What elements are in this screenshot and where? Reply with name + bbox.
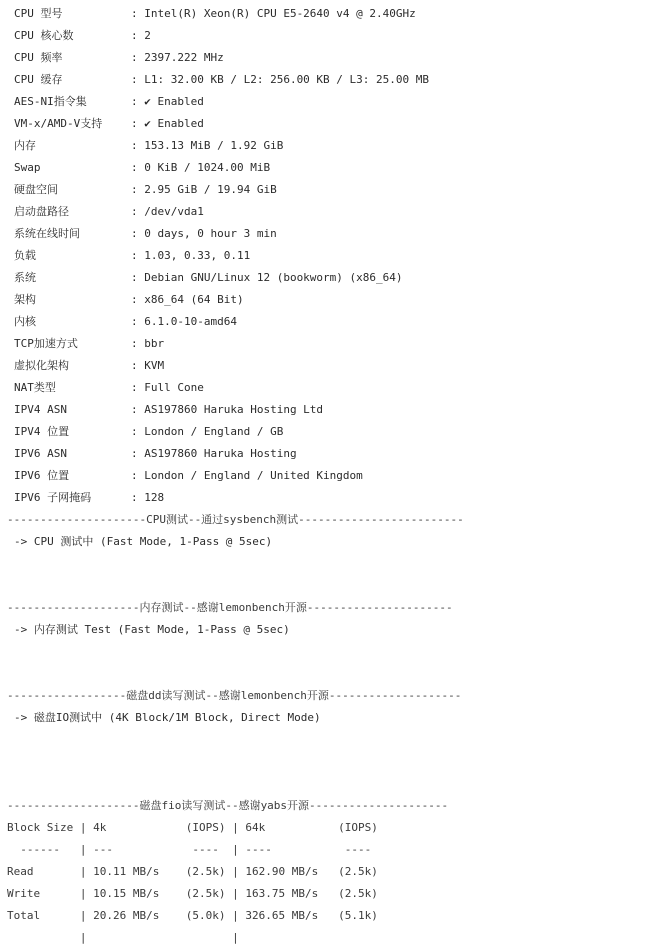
disk-fio-separator: --------------------磁盘fio读写测试--感谢yabs开源--------------------- <box>7 799 449 812</box>
info-value: : Intel(R) Xeon(R) CPU E5-2640 v4 @ 2.40GHz <box>131 7 416 20</box>
info-value: : Debian GNU/Linux 12 (bookworm) (x86_64) <box>131 271 403 284</box>
info-value: : /dev/vda1 <box>131 205 204 218</box>
mem-write-row <box>0 663 665 685</box>
info-row <box>0 245 665 267</box>
info-label: NAT类型 <box>14 381 56 394</box>
info-row <box>0 377 665 399</box>
info-label: 系统 <box>14 271 36 284</box>
fio-table-line: Read | 10.11 MB/s (2.5k) | 162.90 MB/s (2.5k) <box>7 865 378 878</box>
info-value: : L1: 32.00 KB / L2: 256.00 KB / L3: 25.00 MB <box>131 73 430 86</box>
info-value: : x86_64 (64 Bit) <box>131 293 244 306</box>
info-label: AES-NI指令集 <box>14 95 87 108</box>
fio-table-line: Total | 20.26 MB/s (5.0k) | 326.65 MB/s (5.1k) <box>7 909 378 922</box>
info-row <box>0 135 665 157</box>
terminal-output <box>0 3 665 949</box>
mem-test-separator: --------------------内存测试--感谢lemonbench开源---------------------- <box>7 601 453 614</box>
info-label: IPV6 ASN <box>14 447 67 460</box>
info-label: 负载 <box>14 249 36 262</box>
info-label: 系统在线时间 <box>14 227 80 240</box>
info-label: CPU 型号 <box>14 7 63 20</box>
info-value: : AS197860 Haruka Hosting Ltd <box>131 403 324 416</box>
info-label: IPV6 子网掩码 <box>14 491 92 504</box>
info-label: CPU 核心数 <box>14 29 74 42</box>
info-value: : London / England / GB <box>131 425 284 438</box>
info-row <box>0 443 665 465</box>
disk-fio-table <box>0 817 665 949</box>
fio-table-line: | | <box>7 931 239 944</box>
info-row <box>0 311 665 333</box>
system-info-section <box>0 3 665 509</box>
info-label: CPU 缓存 <box>14 73 63 86</box>
info-label: 虚拟化架构 <box>14 359 69 372</box>
info-row <box>0 201 665 223</box>
info-value: : AS197860 Haruka Hosting <box>131 447 297 460</box>
info-label: 硬盘空间 <box>14 183 58 196</box>
info-value: : ✔ Enabled <box>131 117 204 130</box>
info-label: VM-x/AMD-V支持 <box>14 117 103 130</box>
cpu-multi-thread-row <box>0 575 665 597</box>
info-row <box>0 333 665 355</box>
info-row <box>0 3 665 25</box>
fio-table-line: Write | 10.15 MB/s (2.5k) | 163.75 MB/s (2.5k) <box>7 887 378 900</box>
info-label: IPV4 ASN <box>14 403 67 416</box>
info-label: 架构 <box>14 293 36 306</box>
info-label: 内核 <box>14 315 36 328</box>
info-value: : ✔ Enabled <box>131 95 204 108</box>
fio-table-line: Block Size | 4k (IOPS) | 64k (IOPS) <box>7 821 378 834</box>
cpu-test-mode: -> CPU 测试中 (Fast Mode, 1-Pass @ 5sec) <box>14 535 273 548</box>
info-row <box>0 157 665 179</box>
info-row <box>0 25 665 47</box>
info-value: : 6.1.0-10-amd64 <box>131 315 237 328</box>
info-label: Swap <box>14 161 41 174</box>
info-row <box>0 465 665 487</box>
disk-dd-separator: ------------------磁盘dd读写测试--感谢lemonbench开源-------------------- <box>7 689 462 702</box>
info-row <box>0 113 665 135</box>
info-value: : 2397.222 MHz <box>131 51 224 64</box>
info-row <box>0 47 665 69</box>
info-value: : bbr <box>131 337 165 350</box>
mem-read-row <box>0 641 665 663</box>
info-row <box>0 223 665 245</box>
info-value: : KVM <box>131 359 165 372</box>
info-label: 启动盘路径 <box>14 205 69 218</box>
disk-dd-row-4k <box>0 751 665 773</box>
info-row <box>0 421 665 443</box>
disk-dd-mode: -> 磁盘IO测试中 (4K Block/1M Block, Direct Mode) <box>14 711 321 724</box>
info-value: : 2 <box>131 29 151 42</box>
info-value: : 2.95 GiB / 19.94 GiB <box>131 183 277 196</box>
info-label: CPU 频率 <box>14 51 63 64</box>
info-row <box>0 91 665 113</box>
info-value: : Full Cone <box>131 381 204 394</box>
info-value: : 1.03, 0.33, 0.11 <box>131 249 251 262</box>
info-row <box>0 355 665 377</box>
info-value: : 128 <box>131 491 165 504</box>
info-row <box>0 267 665 289</box>
mem-test-mode: -> 内存测试 Test (Fast Mode, 1-Pass @ 5sec) <box>14 623 290 636</box>
cpu-single-thread-row <box>0 553 665 575</box>
info-label: IPV4 位置 <box>14 425 70 438</box>
info-label: IPV6 位置 <box>14 469 70 482</box>
info-row <box>0 69 665 91</box>
info-row <box>0 289 665 311</box>
info-row <box>0 487 665 509</box>
info-value: : 153.13 MiB / 1.92 GiB <box>131 139 284 152</box>
disk-dd-header-row <box>0 729 665 751</box>
info-value: : 0 KiB / 1024.00 MiB <box>131 161 271 174</box>
info-value: : 0 days, 0 hour 3 min <box>131 227 277 240</box>
info-value: : London / England / United Kingdom <box>131 469 363 482</box>
disk-dd-row-1m <box>0 773 665 795</box>
info-row <box>0 179 665 201</box>
info-label: 内存 <box>14 139 36 152</box>
cpu-test-separator: ---------------------CPU测试--通过sysbench测试------------------------- <box>7 513 464 526</box>
info-label: TCP加速方式 <box>14 337 78 350</box>
info-row <box>0 399 665 421</box>
fio-table-line: ------ | --- ---- | ---- ---- <box>7 843 372 856</box>
